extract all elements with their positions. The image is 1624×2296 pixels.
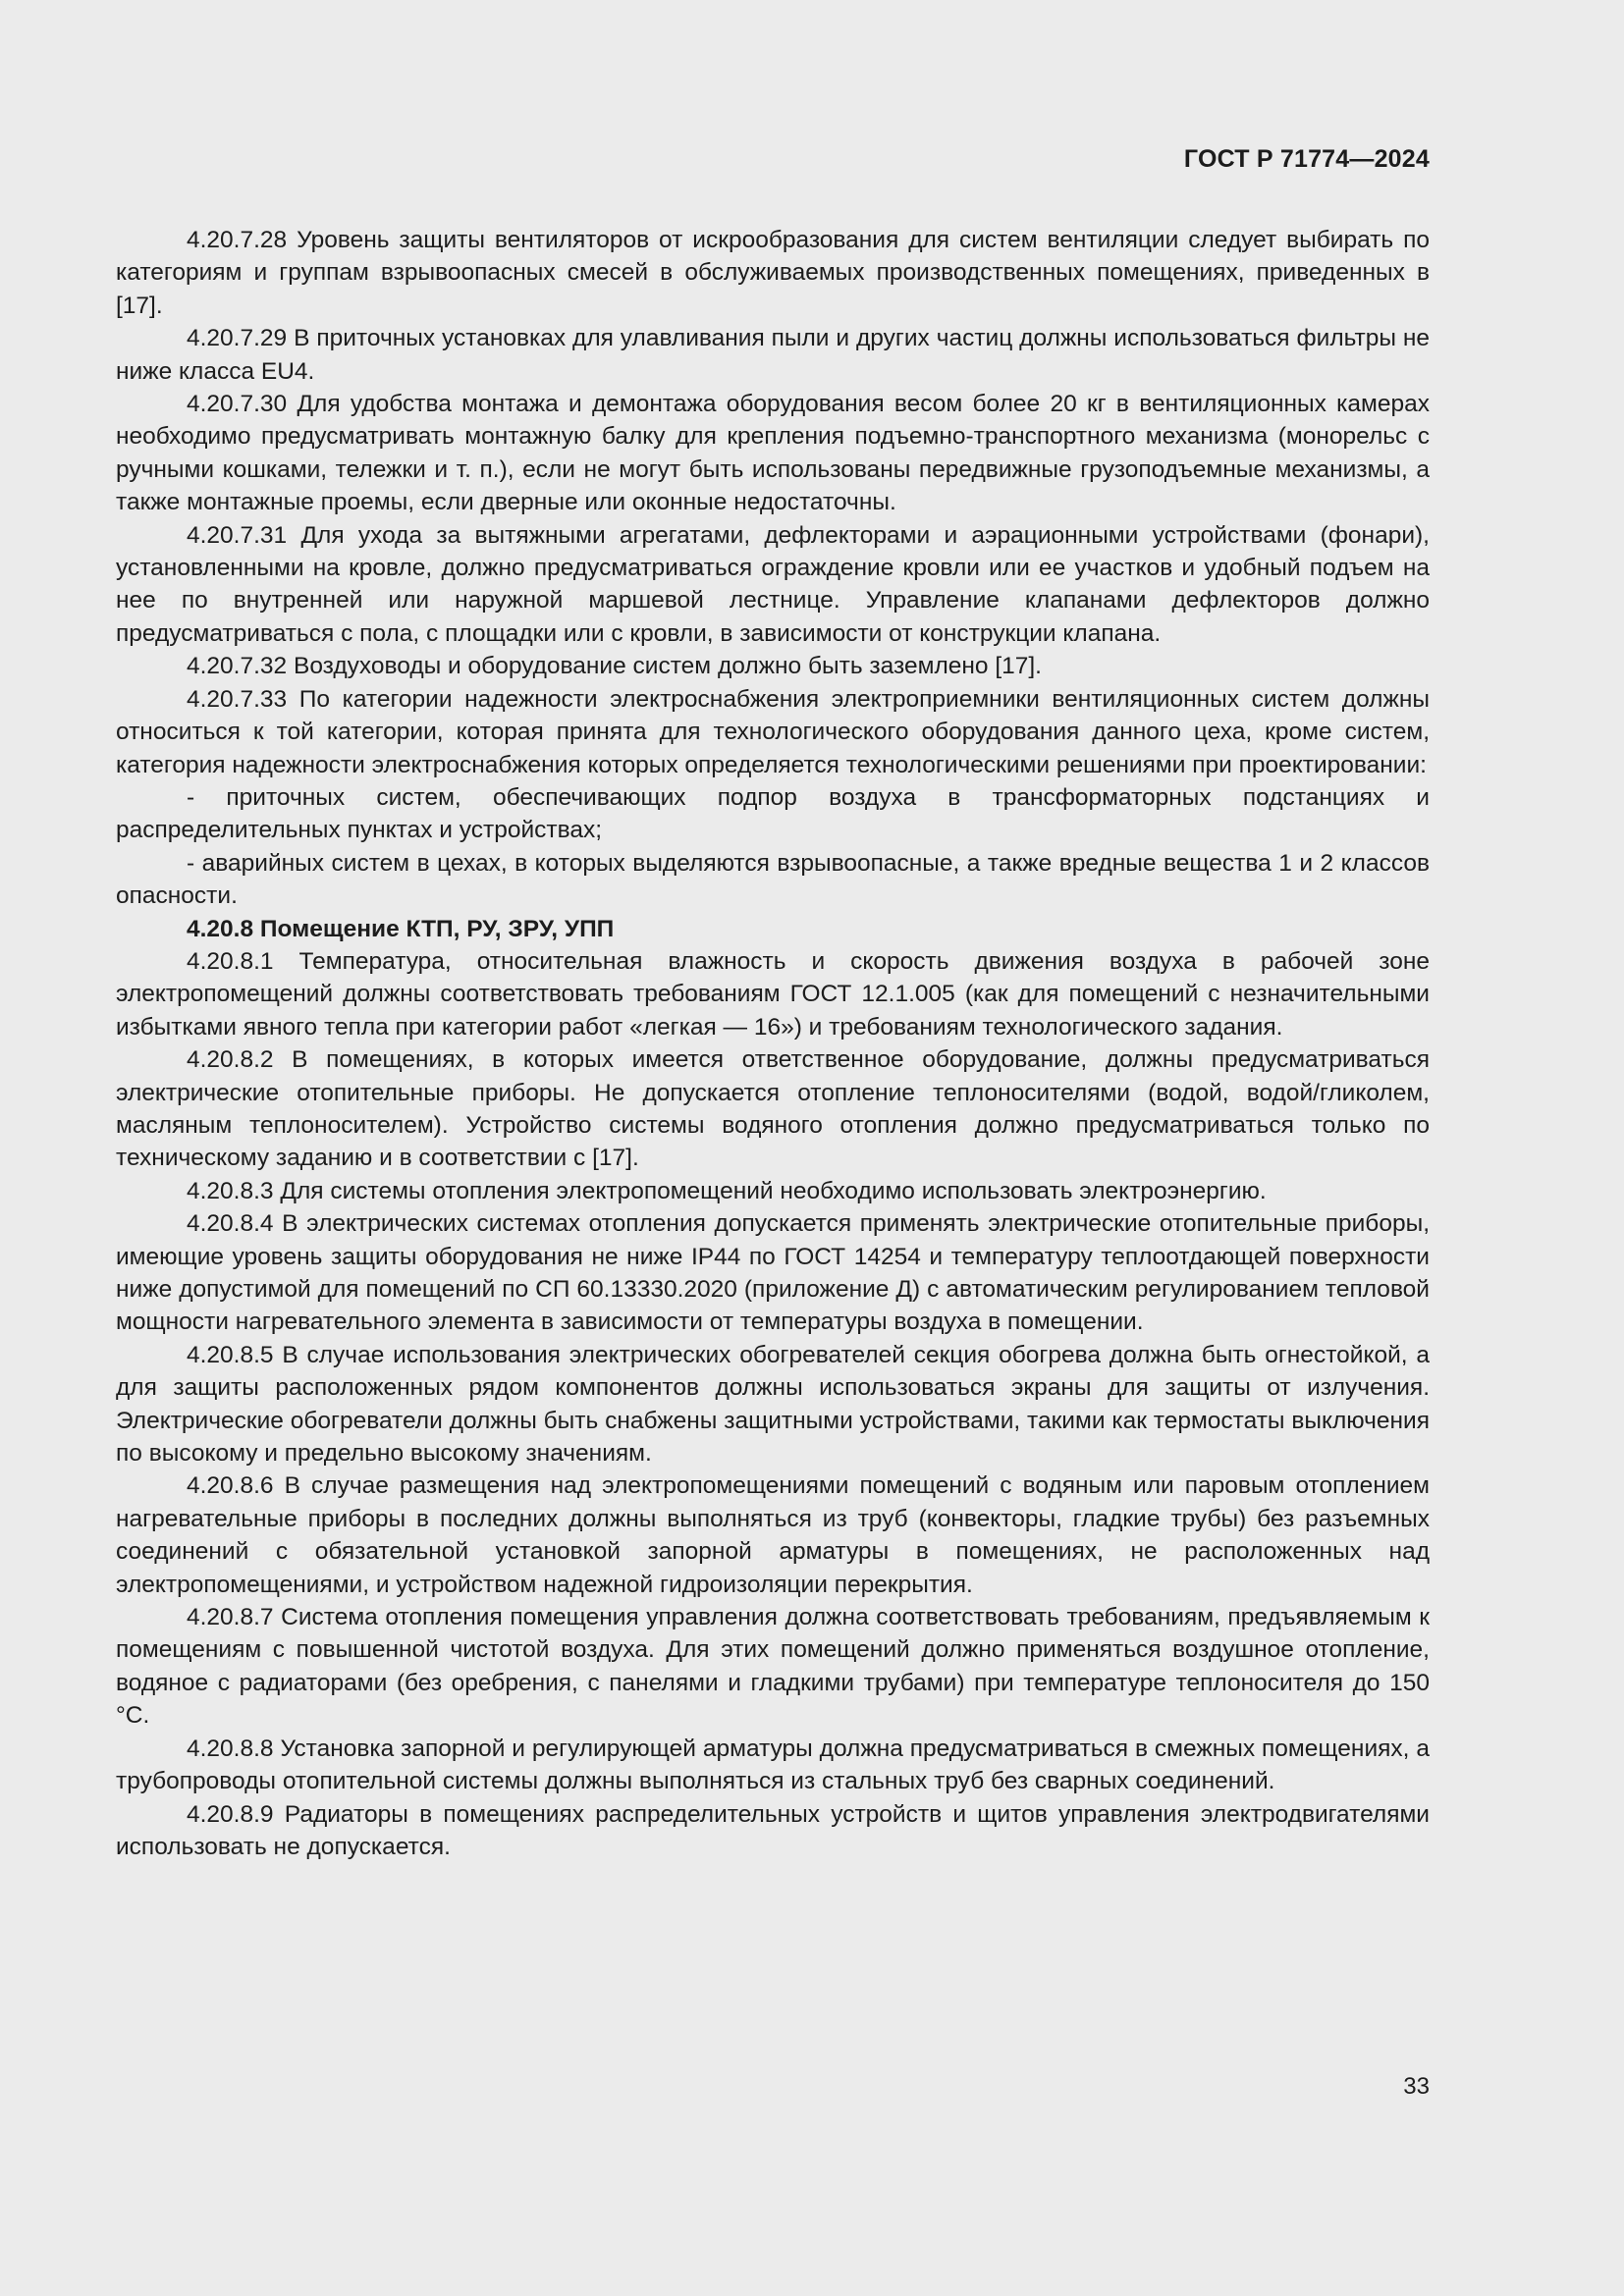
paragraph-4-20-8-6: 4.20.8.6 В случае размещения над электропомещениями помещений с водяным или паровым отоплением нагревательные приборы в последних должны выполняться из труб (конвекторы, гладкие трубы) без разъемных соединений с обязательной установкой запорной арматуры в помещениях, не расположенных над электропомещениями, и устройством надежной гидроизоляции перекрытия.	[116, 1472, 1430, 1598]
paragraph-4-20-7-29: 4.20.7.29 В приточных установках для улавливания пыли и других частиц должны использоваться фильтры не ниже класса EU4.	[116, 325, 1430, 385]
paragraph-4-20-8-2: 4.20.8.2 В помещениях, в которых имеется ответственное оборудование, должны предусматриваться электрические отопительные приборы. Не допускается отопление теплоносителями (водой, водой/гликолем, масляным теплоносителем). Устройство системы водяного отопления должно предусматриваться только по техническому заданию и в соответствии с [17].	[116, 1046, 1430, 1172]
paragraph-4-20-7-31: 4.20.7.31 Для ухода за вытяжными агрегатами, дефлекторами и аэрационными устройствами (фонари), установленными на кровле, должно предусматриваться ограждение кровли или ее участков и удобный подъем на нее по внутренней или наружной маршевой лестнице. Управление клапанами дефлекторов должно предусматриваться с пола, с площадки или с кровли, в зависимости от конструкции клапана.	[116, 521, 1430, 647]
paragraph-4-20-7-28: 4.20.7.28 Уровень защиты вентиляторов от искрообразования для систем вентиляции следует выбирать по категориям и группам взрывоопасных смесей в обслуживаемых производственных помещениях, приведенных в [17].	[116, 227, 1430, 319]
section-heading-4-20-8: 4.20.8 Помещение КТП, РУ, ЗРУ, УПП	[187, 915, 615, 942]
document-header-code: ГОСТ Р 71774—2024	[1183, 145, 1430, 173]
list-item-supply-systems: - приточных систем, обеспечивающих подпор воздуха в трансформаторных подстанциях и распределительных пунктах и устройствах;	[116, 783, 1430, 844]
paragraph-4-20-7-32: 4.20.7.32 Воздуховоды и оборудование систем должно быть заземлено [17].	[187, 653, 1042, 680]
paragraph-4-20-8-5: 4.20.8.5 В случае использования электрических обогревателей секция обогрева должна быть огнестойкой, а для защиты расположенных рядом компонентов должны использоваться экраны для защиты от излучения. Электрические обогреватели должны быть снабжены защитными устройствами, такими как термостаты выключения по высокому и предельно высокому значениям.	[116, 1341, 1430, 1468]
paragraph-4-20-8-8: 4.20.8.8 Установка запорной и регулирующей арматуры должна предусматриваться в смежных помещениях, а трубопроводы отопительной системы должны выполняться из стальных труб без сварных соединений.	[116, 1735, 1430, 1795]
document-body	[116, 224, 1430, 1863]
page-number: 33	[1403, 2073, 1430, 2100]
paragraph-4-20-8-4: 4.20.8.4 В электрических системах отопления допускается применять электрические отопительные приборы, имеющие уровень защиты оборудования не ниже IP44 по ГОСТ 14254 и температуру теплоотдающей поверхности ниже допустимой для помещений по СП 60.13330.2020 (приложение Д) с автоматическим регулированием тепловой мощности нагревательного элемента в зависимости от температуры воздуха в помещении.	[116, 1210, 1430, 1336]
paragraph-4-20-8-7: 4.20.8.7 Система отопления помещения управления должна соответствовать требованиям, предъявляемым к помещениям с повышенной чистотой воздуха. Для этих помещений должно применяться воздушное отопление, водяное с радиаторами (без оребрения, с панелями и гладкими трубами) при температуре теплоносителя до 150 °С.	[116, 1604, 1430, 1730]
paragraph-4-20-7-33: 4.20.7.33 По категории надежности электроснабжения электроприемники вентиляционных систем должны относиться к той категории, которая принята для технологического оборудования данного цеха, кроме систем, категория надежности электроснабжения которых определяется технологическими решениями при проектировании:	[116, 685, 1430, 778]
paragraph-4-20-8-3: 4.20.8.3 Для системы отопления электропомещений необходимо использовать электроэнергию.	[187, 1177, 1267, 1204]
paragraph-4-20-8-1: 4.20.8.1 Температура, относительная влажность и скорость движения воздуха в рабочей зоне электропомещений должны соответствовать требованиям ГОСТ 12.1.005 (как для помещений с незначительными избытками явного тепла при категории работ «легкая — 16») и требованиям технологического задания.	[116, 947, 1430, 1041]
paragraph-4-20-8-9: 4.20.8.9 Радиаторы в помещениях распределительных устройств и щитов управления электродвигателями использовать не допускается.	[116, 1800, 1430, 1860]
paragraph-4-20-7-30: 4.20.7.30 Для удобства монтажа и демонтажа оборудования весом более 20 кг в вентиляционных камерах необходимо предусматривать монтажную балку для крепления подъемно-транспортного механизма (монорельс с ручными кошками, тележки и т. п.), если не могут быть использованы передвижные грузоподъемные механизмы, а также монтажные проемы, если дверные или оконные недостаточны.	[116, 391, 1430, 516]
list-item-emergency-systems: - аварийных систем в цехах, в которых выделяются взрывоопасные, а также вредные вещества 1 и 2 классов опасности.	[116, 849, 1430, 910]
